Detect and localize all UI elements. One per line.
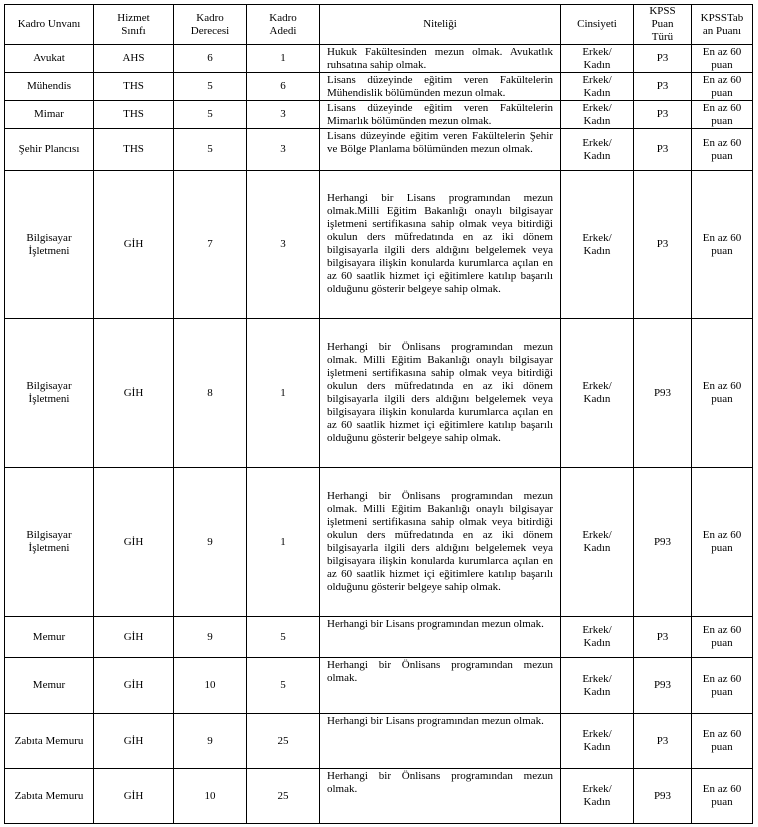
kpss-puan-turu-cell: P3 bbox=[634, 101, 692, 129]
kadro-adedi-cell: 5 bbox=[247, 617, 320, 658]
kpss-puan-turu-cell: P3 bbox=[634, 129, 692, 171]
nitelik-cell: Lisans düzeyinde eğitim veren Fakültelerin Şehir ve Bölge Planlama bölümünden mezun olmak. bbox=[320, 129, 561, 171]
nitelik-cell: Lisans düzeyinde eğitim veren Fakültelerin Mimarlık bölümünden mezun olmak. bbox=[320, 101, 561, 129]
table-row bbox=[5, 319, 753, 468]
kpss-puan-turu-cell: P3 bbox=[634, 171, 692, 319]
kadro-derecesi-cell: 8 bbox=[174, 319, 247, 468]
kadro-unvani-cell: Memur bbox=[5, 617, 94, 658]
nitelik-cell: Herhangi bir Lisans programından mezun olmak. bbox=[320, 714, 561, 769]
kpss-taban-puani-cell: En az 60 puan bbox=[692, 319, 753, 468]
table-row bbox=[5, 658, 753, 714]
header-niteligi: Niteliği bbox=[320, 5, 561, 45]
kpss-taban-puani-cell: En az 60 puan bbox=[692, 617, 753, 658]
hizmet-sinifi-cell: AHS bbox=[94, 45, 174, 73]
kadro-unvani-cell: Bilgisayar İşletmeni bbox=[5, 468, 94, 617]
kpss-puan-turu-cell: P3 bbox=[634, 714, 692, 769]
kpss-taban-puani-cell: En az 60 puan bbox=[692, 73, 753, 101]
kpss-puan-turu-cell: P93 bbox=[634, 319, 692, 468]
kpss-taban-puani-cell: En az 60 puan bbox=[692, 769, 753, 824]
hizmet-sinifi-cell: THS bbox=[94, 73, 174, 101]
kadro-derecesi-cell: 9 bbox=[174, 617, 247, 658]
kadro-unvani-cell: Avukat bbox=[5, 45, 94, 73]
cinsiyet-cell: Erkek/ Kadın bbox=[561, 319, 634, 468]
cinsiyet-cell: Erkek/ Kadın bbox=[561, 658, 634, 714]
cinsiyet-cell: Erkek/ Kadın bbox=[561, 171, 634, 319]
kadro-derecesi-cell: 9 bbox=[174, 714, 247, 769]
hizmet-sinifi-cell: GİH bbox=[94, 714, 174, 769]
nitelik-cell: Herhangi bir Lisans programından mezun olmak. bbox=[320, 617, 561, 658]
nitelik-cell: Herhangi bir Lisans programından mezun olmak.Milli Eğitim Bakanlığı onaylı bilgisayar işletmeni sertifikasına sahip olmak veya bitirdiği okulun ders müfredatında en az iki dönem bilgisayarla ilgili ders aldığını belgelemek veya bilgisayara ilişkin konularda kurumlarca açılan en az 60 saatlik hizmet içi eğitimlere katılıp başarılı olduğunu gösterir belgeye sahip olmak. bbox=[320, 171, 561, 319]
kadro-unvani-cell: Memur bbox=[5, 658, 94, 714]
cinsiyet-cell: Erkek/ Kadın bbox=[561, 468, 634, 617]
kadro-table bbox=[4, 4, 753, 824]
kadro-derecesi-cell: 10 bbox=[174, 658, 247, 714]
kpss-taban-puani-cell: En az 60 puan bbox=[692, 45, 753, 73]
kadro-adedi-cell: 1 bbox=[247, 319, 320, 468]
kadro-derecesi-cell: 7 bbox=[174, 171, 247, 319]
header-hizmet-sinifi: Hizmet Sınıfı bbox=[94, 5, 174, 45]
nitelik-cell: Herhangi bir Önlisans programından mezun olmak. Milli Eğitim Bakanlığı onaylı bilgisayar işletmeni sertifikasına sahip olmak veya bitirdiği okulun ders müfredatında en az iki dönem bilgisayarla ilgili ders aldığını belgelemek veya bilgisayara ilişkin konularda kurumlarca açılan en az 60 saatlik hizmet içi eğitimlere katılıp başarılı olduğunu gösterir belgeye sahip olmak. bbox=[320, 319, 561, 468]
kadro-derecesi-cell: 10 bbox=[174, 769, 247, 824]
nitelik-cell: Herhangi bir Önlisans programından mezun olmak. Milli Eğitim Bakanlığı onaylı bilgisayar işletmeni sertifikasına sahip olmak veya bitirdiği okulun ders müfredatında en az iki dönem bilgisayarla ilgili ders aldığını belgelemek veya bilgisayara ilişkin konularda kurumlarca açılan en az 60 saatlik hizmet içi eğitimlere katılıp başarılı olduğunu gösterir belgeye sahip olmak. bbox=[320, 468, 561, 617]
kpss-puan-turu-cell: P3 bbox=[634, 617, 692, 658]
kadro-adedi-cell: 3 bbox=[247, 101, 320, 129]
kadro-adedi-cell: 6 bbox=[247, 73, 320, 101]
kpss-puan-turu-cell: P3 bbox=[634, 45, 692, 73]
kadro-unvani-cell: Bilgisayar İşletmeni bbox=[5, 171, 94, 319]
cinsiyet-cell: Erkek/ Kadın bbox=[561, 714, 634, 769]
kadro-adedi-cell: 25 bbox=[247, 769, 320, 824]
kadro-unvani-cell: Zabıta Memuru bbox=[5, 714, 94, 769]
header-kadro-derecesi: Kadro Derecesi bbox=[174, 5, 247, 45]
header-cinsiyeti: Cinsiyeti bbox=[561, 5, 634, 45]
table-body bbox=[5, 45, 753, 824]
table-row bbox=[5, 617, 753, 658]
kadro-adedi-cell: 25 bbox=[247, 714, 320, 769]
kadro-derecesi-cell: 9 bbox=[174, 468, 247, 617]
kadro-adedi-cell: 1 bbox=[247, 45, 320, 73]
nitelik-cell: Herhangi bir Önlisans programından mezun olmak. bbox=[320, 769, 561, 824]
cinsiyet-cell: Erkek/ Kadın bbox=[561, 73, 634, 101]
kadro-unvani-cell: Mimar bbox=[5, 101, 94, 129]
hizmet-sinifi-cell: THS bbox=[94, 101, 174, 129]
kadro-derecesi-cell: 5 bbox=[174, 101, 247, 129]
hizmet-sinifi-cell: GİH bbox=[94, 319, 174, 468]
hizmet-sinifi-cell: GİH bbox=[94, 658, 174, 714]
kadro-adedi-cell: 3 bbox=[247, 129, 320, 171]
table-row bbox=[5, 171, 753, 319]
nitelik-cell: Hukuk Fakültesinden mezun olmak. Avukatlık ruhsatına sahip olmak. bbox=[320, 45, 561, 73]
nitelik-cell: Herhangi bir Önlisans programından mezun olmak. bbox=[320, 658, 561, 714]
hizmet-sinifi-cell: GİH bbox=[94, 468, 174, 617]
table-row bbox=[5, 45, 753, 73]
hizmet-sinifi-cell: GİH bbox=[94, 171, 174, 319]
table-row bbox=[5, 769, 753, 824]
cinsiyet-cell: Erkek/ Kadın bbox=[561, 129, 634, 171]
kadro-derecesi-cell: 6 bbox=[174, 45, 247, 73]
kadro-unvani-cell: Zabıta Memuru bbox=[5, 769, 94, 824]
table-row bbox=[5, 73, 753, 101]
cinsiyet-cell: Erkek/ Kadın bbox=[561, 617, 634, 658]
kpss-taban-puani-cell: En az 60 puan bbox=[692, 468, 753, 617]
cinsiyet-cell: Erkek/ Kadın bbox=[561, 45, 634, 73]
table-row bbox=[5, 468, 753, 617]
cinsiyet-cell: Erkek/ Kadın bbox=[561, 769, 634, 824]
table-row bbox=[5, 129, 753, 171]
header-kadro-adedi: Kadro Adedi bbox=[247, 5, 320, 45]
hizmet-sinifi-cell: GİH bbox=[94, 617, 174, 658]
kpss-taban-puani-cell: En az 60 puan bbox=[692, 658, 753, 714]
kadro-unvani-cell: Mühendis bbox=[5, 73, 94, 101]
cinsiyet-cell: Erkek/ Kadın bbox=[561, 101, 634, 129]
kpss-puan-turu-cell: P3 bbox=[634, 73, 692, 101]
kpss-puan-turu-cell: P93 bbox=[634, 658, 692, 714]
kpss-puan-turu-cell: P93 bbox=[634, 468, 692, 617]
kadro-adedi-cell: 5 bbox=[247, 658, 320, 714]
kadro-derecesi-cell: 5 bbox=[174, 73, 247, 101]
table-row bbox=[5, 714, 753, 769]
header-row bbox=[5, 5, 753, 45]
header-kpss-taban-puani: KPSSTab an Puanı bbox=[692, 5, 753, 45]
kpss-taban-puani-cell: En az 60 puan bbox=[692, 129, 753, 171]
kpss-taban-puani-cell: En az 60 puan bbox=[692, 171, 753, 319]
kpss-taban-puani-cell: En az 60 puan bbox=[692, 714, 753, 769]
kadro-unvani-cell: Bilgisayar İşletmeni bbox=[5, 319, 94, 468]
hizmet-sinifi-cell: THS bbox=[94, 129, 174, 171]
table-row bbox=[5, 101, 753, 129]
kadro-adedi-cell: 1 bbox=[247, 468, 320, 617]
header-kadro-unvani: Kadro Unvanı bbox=[5, 5, 94, 45]
hizmet-sinifi-cell: GİH bbox=[94, 769, 174, 824]
nitelik-cell: Lisans düzeyinde eğitim veren Fakültelerin Mühendislik bölümünden mezun olmak. bbox=[320, 73, 561, 101]
header-kpss-puan-turu: KPSS Puan Türü bbox=[634, 5, 692, 45]
kadro-adedi-cell: 3 bbox=[247, 171, 320, 319]
kadro-unvani-cell: Şehir Plancısı bbox=[5, 129, 94, 171]
kpss-taban-puani-cell: En az 60 puan bbox=[692, 101, 753, 129]
kpss-puan-turu-cell: P93 bbox=[634, 769, 692, 824]
kadro-derecesi-cell: 5 bbox=[174, 129, 247, 171]
